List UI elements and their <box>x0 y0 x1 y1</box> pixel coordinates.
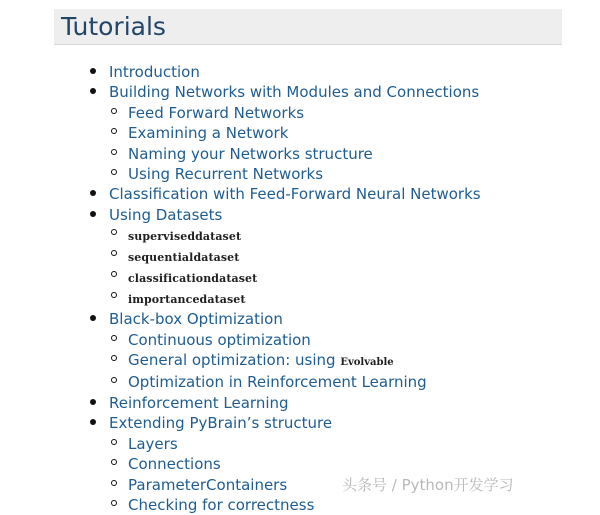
toc-link-reinforcement[interactable]: Reinforcement Learning <box>109 393 289 412</box>
toc-subitem <box>109 103 481 123</box>
toc-link-parametercontainers[interactable]: ParameterContainers <box>128 475 288 494</box>
toc-link-sequentialdataset[interactable]: sequentialdataset <box>128 251 240 265</box>
toc-link-recurrent[interactable]: Using Recurrent Networks <box>128 165 324 184</box>
circle-bullet-icon <box>111 250 117 256</box>
toc-link-correctness[interactable]: Checking for correctness <box>128 495 315 514</box>
toc-subitem <box>109 350 481 372</box>
toc-item <box>89 184 481 204</box>
toc-subitem <box>109 372 481 392</box>
toc-link-introduction[interactable]: Introduction <box>109 63 200 81</box>
toc-link-importancedataset[interactable]: importancedataset <box>128 293 246 307</box>
tutorials-toc <box>89 62 481 515</box>
toc-link-feed-forward[interactable]: Feed Forward Networks <box>128 103 305 122</box>
toc-link-extending[interactable]: Extending PyBrain’s structure <box>109 414 333 433</box>
circle-bullet-icon <box>111 169 117 175</box>
toc-subitem <box>109 267 481 288</box>
bullet-icon <box>90 419 96 425</box>
toc-subitem <box>109 164 481 184</box>
circle-bullet-icon <box>111 459 117 465</box>
toc-link-general[interactable] <box>128 351 394 369</box>
toc-sublist <box>109 103 481 185</box>
toc-subitem <box>109 288 481 309</box>
circle-bullet-icon <box>111 149 117 155</box>
watermark: 头条号 / Python开发学习 <box>342 476 514 494</box>
circle-bullet-icon <box>111 271 117 277</box>
toc-item <box>89 62 481 82</box>
circle-bullet-icon <box>111 229 117 235</box>
toc-link-superviseddataset[interactable]: superviseddataset <box>128 230 242 244</box>
toc-link-building-networks[interactable]: Building Networks with Modules and Connections <box>109 83 480 102</box>
circle-bullet-icon <box>111 108 117 114</box>
toc-subitem <box>109 246 481 267</box>
toc-item <box>89 205 481 309</box>
page-title: Tutorials <box>61 12 166 41</box>
circle-bullet-icon <box>111 355 117 361</box>
bullet-icon <box>90 88 96 94</box>
toc-link-connections[interactable]: Connections <box>128 455 221 474</box>
toc-subitem <box>109 123 481 143</box>
toc-item <box>89 393 481 413</box>
circle-bullet-icon <box>111 377 117 383</box>
toc-item <box>89 309 481 393</box>
toc-subitem <box>109 330 481 350</box>
toc-link-classificationdataset[interactable]: classificationdataset <box>128 272 258 286</box>
toc-sublist <box>109 330 481 393</box>
toc-subitem <box>109 454 481 474</box>
toc-sublist <box>109 225 481 309</box>
bullet-icon <box>90 315 96 321</box>
toc-link-classification[interactable]: Classification with Feed-Forward Neural Networks <box>109 185 481 204</box>
bullet-icon <box>90 190 96 196</box>
bullet-icon <box>90 68 96 74</box>
toc-link-naming[interactable]: Naming your Networks structure <box>128 144 373 163</box>
toc-subitem <box>109 434 481 454</box>
circle-bullet-icon <box>111 292 117 298</box>
toc-link-datasets[interactable]: Using Datasets <box>109 205 223 224</box>
toc-link-layers[interactable]: Layers <box>128 434 178 453</box>
toc-link-blackbox[interactable]: Black-box Optimization <box>109 310 283 329</box>
circle-bullet-icon <box>111 500 117 506</box>
evolvable-code: Evolvable <box>340 357 394 369</box>
circle-bullet-icon <box>111 128 117 134</box>
toc-subitem <box>109 144 481 164</box>
toc-subitem <box>109 225 481 246</box>
toc-link-continuous[interactable]: Continuous optimization <box>128 330 311 349</box>
circle-bullet-icon <box>111 439 117 445</box>
general-label: General optimization: using <box>128 351 341 370</box>
bullet-icon <box>90 211 96 217</box>
bullet-icon <box>90 399 96 405</box>
toc-sublist <box>109 434 481 515</box>
toc-link-optimization-rl[interactable]: Optimization in Reinforcement Learning <box>128 373 427 392</box>
toc-link-examining[interactable]: Examining a Network <box>128 124 289 143</box>
toc-subitem <box>109 495 481 515</box>
circle-bullet-icon <box>111 480 117 486</box>
page-header <box>54 9 562 45</box>
toc-item <box>89 413 481 515</box>
circle-bullet-icon <box>111 335 117 341</box>
toc-item <box>89 82 481 184</box>
